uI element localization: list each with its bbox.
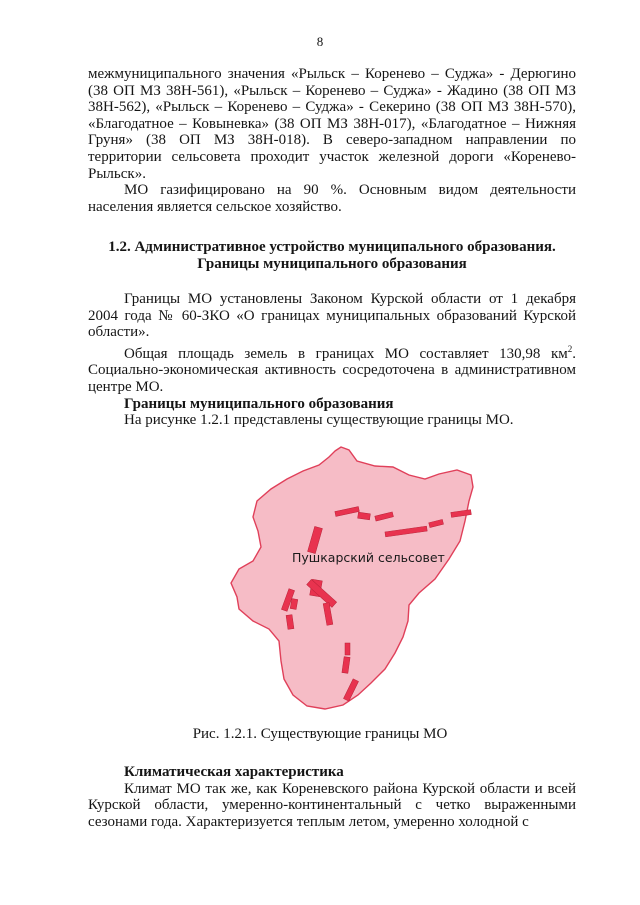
borders-law-paragraph: Границы МО установлены Законом Курской области от 1 декабря 2004 года № 60-ЗКО «О границах муниципальных образований Курской области». <box>88 291 576 341</box>
figure-caption: Рис. 1.2.1. Существующие границы МО <box>192 726 448 742</box>
page-number: 8 <box>316 34 324 49</box>
figure-reference: На рисунке 1.2.1 представлены существующие границы МО. <box>124 412 514 429</box>
borders-subheading: Границы муниципального образования <box>124 395 394 412</box>
area-text: Общая площадь земель в границах МО составляет 130,98 км <box>124 345 568 362</box>
map-svg <box>225 443 475 713</box>
roads-paragraph <box>88 66 576 215</box>
settlement <box>345 643 350 655</box>
municipality-map <box>225 443 475 713</box>
climate-paragraph: Климат МО так же, как Кореневского района Курской области и всей Курской области, умеренно-континентальный с четко выраженными сезонами года. Характеризуется теплым летом, умеренно холодной с <box>88 780 576 830</box>
climate-block <box>88 764 576 830</box>
area-paragraph <box>88 341 576 396</box>
section-heading-line2: Границы муниципального образования <box>197 256 467 272</box>
municipality-boundary <box>231 447 473 709</box>
climate-subheading: Климатическая характеристика <box>124 764 344 780</box>
intro-paragraph: межмуниципального значения «Рыльск – Коренево – Суджа» - Дерюгино (38 ОП МЗ 38Н-561), «Рыльск – Коренево – Суджа» - Жадино (38 ОП МЗ 38Н-562), «Рыльск – Коренево – Суджа» - Секерино (38 ОП МЗ 38Н-570), «Благодатное – Ковыневка» (38 ОП МЗ 38Н-017), «Благодатное – Нижняя Груня» (38 ОП МЗ 38Н-018). В северо-западном направлении по территории сельсовета проходит участок железной дороги «Коренево-Рыльск». <box>88 66 576 182</box>
section-heading <box>88 239 576 273</box>
area-superscript: 2 <box>567 343 573 354</box>
gas-paragraph: МО газифицировано на 90 %. Основным видом деятельности населения является сельское хозяйство. <box>88 182 576 215</box>
section-heading-line1: 1.2. Административное устройство муниципального образования. <box>108 239 556 255</box>
borders-block <box>88 291 576 429</box>
area-text-tail: . Социально-экономическая активность сосредоточена в административном центре МО. <box>88 345 576 395</box>
map-label: Пушкарский сельсовет <box>292 550 445 565</box>
